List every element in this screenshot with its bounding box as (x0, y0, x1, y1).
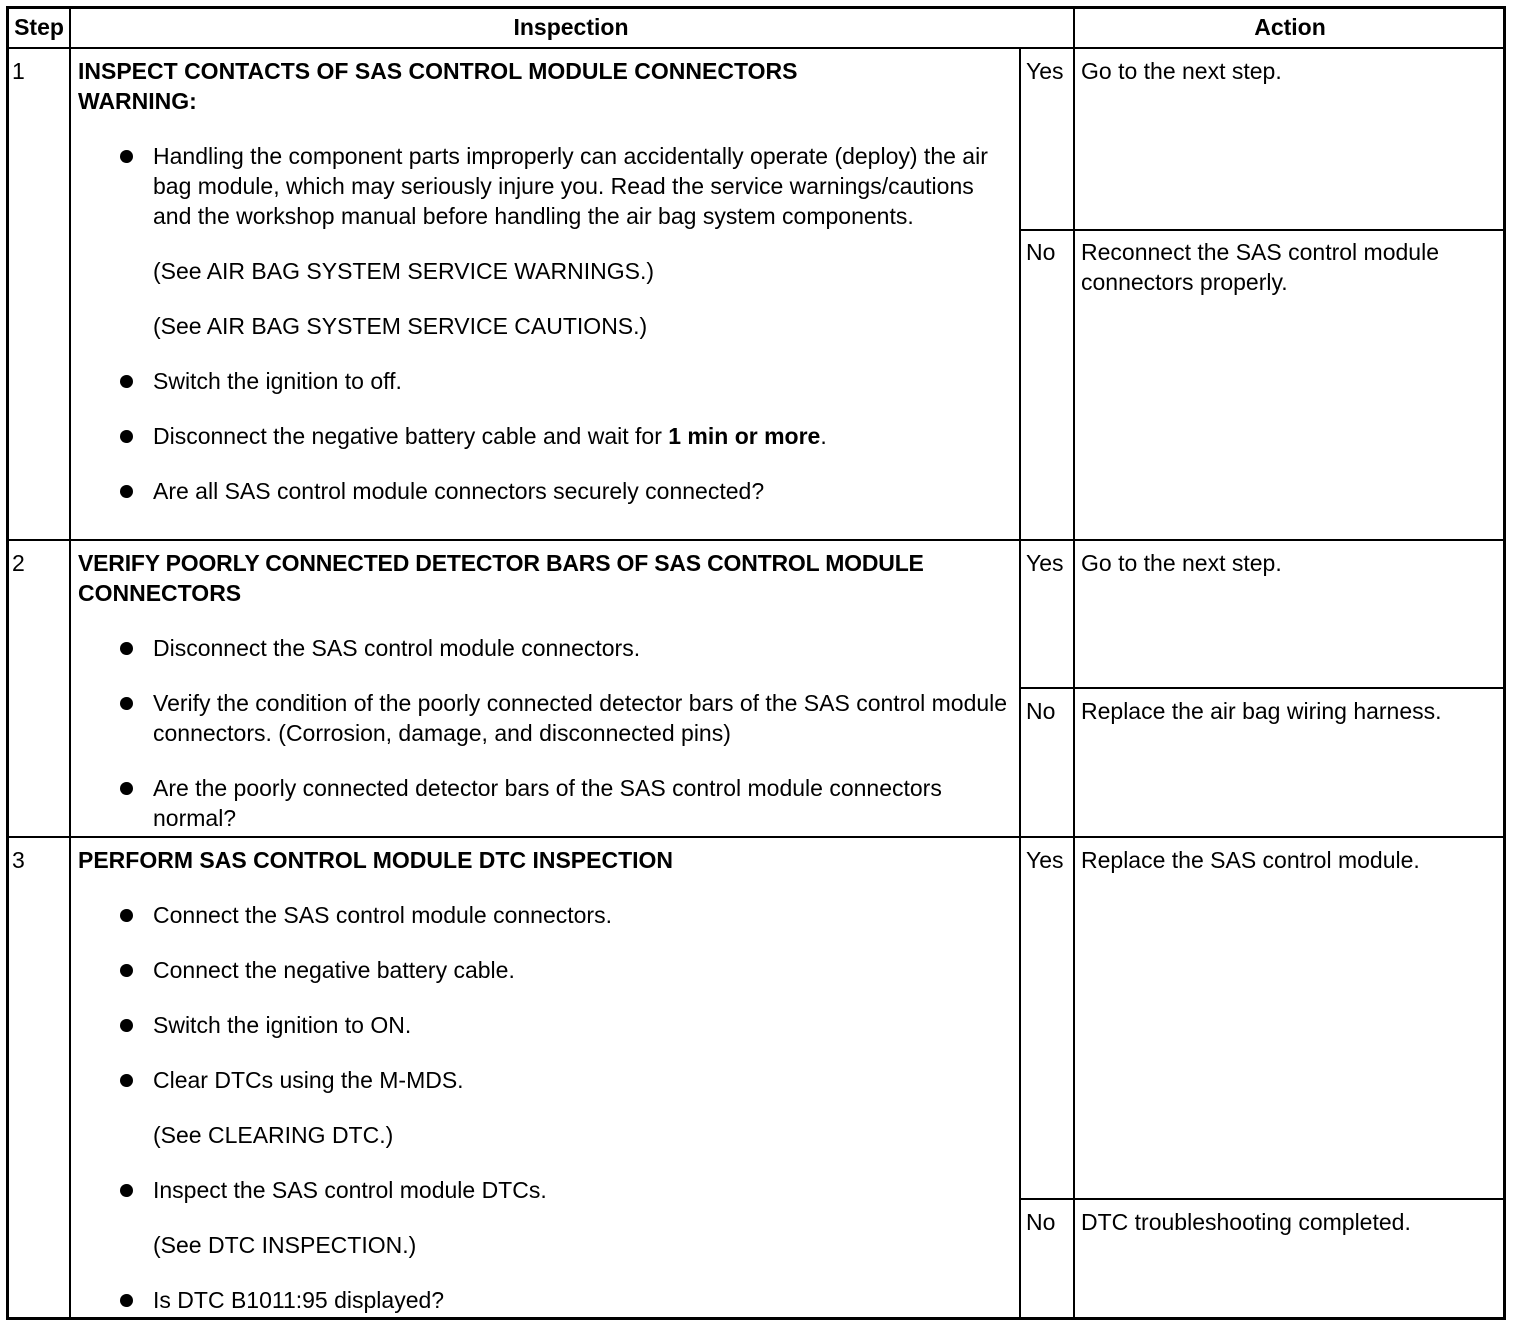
no-label: No (1026, 698, 1056, 724)
bullet-icon (120, 1074, 133, 1087)
list-item: Are the poorly connected detector bars of the SAS control module connectors normal? (120, 773, 1018, 833)
bullet-icon (120, 1294, 133, 1307)
header-divider (9, 47, 1503, 49)
step-3-inspection (78, 845, 1018, 1315)
yes-no-divider-3 (1019, 1198, 1503, 1200)
list-item: Switch the ignition to ON. (120, 1010, 1018, 1040)
reference-link[interactable]: (See DTC INSPECTION.) (153, 1232, 417, 1258)
bullet-icon (120, 697, 133, 710)
yes-label: Yes (1026, 550, 1064, 576)
reference-link[interactable]: (See AIR BAG SYSTEM SERVICE CAUTIONS.) (153, 313, 648, 339)
list-item: Switch the ignition to off. (120, 366, 1018, 396)
step-2-inspection (78, 548, 1018, 833)
header-action: Action (1254, 14, 1326, 40)
emphasis-text: 1 min or more (668, 423, 821, 449)
step-title: VERIFY POORLY CONNECTED DETECTOR BARS OF SAS CONTROL MODULE (78, 550, 924, 576)
yes-action: Go to the next step. (1081, 550, 1282, 576)
reference-link[interactable]: (See AIR BAG SYSTEM SERVICE WARNINGS.) (153, 258, 655, 284)
no-label: No (1026, 239, 1056, 265)
bullet-icon (120, 1184, 133, 1197)
action-column-divider (1073, 9, 1075, 1317)
step-title: PERFORM SAS CONTROL MODULE DTC INSPECTION (78, 847, 674, 873)
list-item: Verify the condition of the poorly connected detector bars of the SAS control module connectors. (Corrosion, damage, and disconnected pins) (120, 688, 1018, 748)
yes-action: Replace the SAS control module. (1081, 847, 1420, 873)
list-item: Are all SAS control module connectors securely connected? (120, 476, 1018, 506)
warning-label: WARNING: (78, 88, 197, 114)
yes-no-divider-1 (1019, 229, 1503, 231)
list-item: Connect the SAS control module connectors. (120, 900, 1018, 930)
yes-label: Yes (1026, 847, 1064, 873)
bullet-icon (120, 909, 133, 922)
no-label: No (1026, 1209, 1056, 1235)
no-action: Reconnect the SAS control module connectors properly. (1081, 239, 1439, 295)
step-title-continued: CONNECTORS (78, 580, 242, 606)
bullet-icon (120, 485, 133, 498)
header-step: Step (14, 14, 64, 40)
step-column-divider (69, 9, 71, 1317)
step-number: 1 (12, 58, 25, 84)
bullet-icon (120, 150, 133, 163)
bullet-icon (120, 642, 133, 655)
list-item: Inspect the SAS control module DTCs. (120, 1175, 1018, 1205)
header-inspection: Inspection (513, 14, 629, 40)
bullet-icon (120, 430, 133, 443)
yes-no-divider-2 (1019, 687, 1503, 689)
step-number: 2 (12, 550, 25, 576)
bullet-icon (120, 782, 133, 795)
list-item: Connect the negative battery cable. (120, 955, 1018, 985)
no-action: DTC troubleshooting completed. (1081, 1209, 1411, 1235)
reference-link[interactable]: (See CLEARING DTC.) (153, 1122, 394, 1148)
list-item: Disconnect the negative battery cable and wait for 1 min or more. (120, 421, 1018, 451)
step-number: 3 (12, 847, 25, 873)
list-item: Is DTC B1011:95 displayed? (120, 1285, 1018, 1315)
list-item: Handling the component parts improperly can accidentally operate (deploy) the air bag module, which may seriously injure you. Read the service warnings/cautions and the workshop manual before handling the air bag system components. (120, 141, 1018, 231)
bullet-icon (120, 375, 133, 388)
bullet-icon (120, 1019, 133, 1032)
step-1-inspection (78, 56, 1018, 506)
bullet-icon (120, 964, 133, 977)
no-action: Replace the air bag wiring harness. (1081, 698, 1442, 724)
row-divider-2-3 (9, 836, 1503, 838)
answer-column-divider (1019, 47, 1021, 1317)
list-item: Clear DTCs using the M-MDS. (120, 1065, 1018, 1095)
yes-action: Go to the next step. (1081, 58, 1282, 84)
row-divider-1-2 (9, 539, 1503, 541)
list-item: Disconnect the SAS control module connectors. (120, 633, 1018, 663)
step-title: INSPECT CONTACTS OF SAS CONTROL MODULE CONNECTORS (78, 58, 798, 84)
yes-label: Yes (1026, 58, 1064, 84)
